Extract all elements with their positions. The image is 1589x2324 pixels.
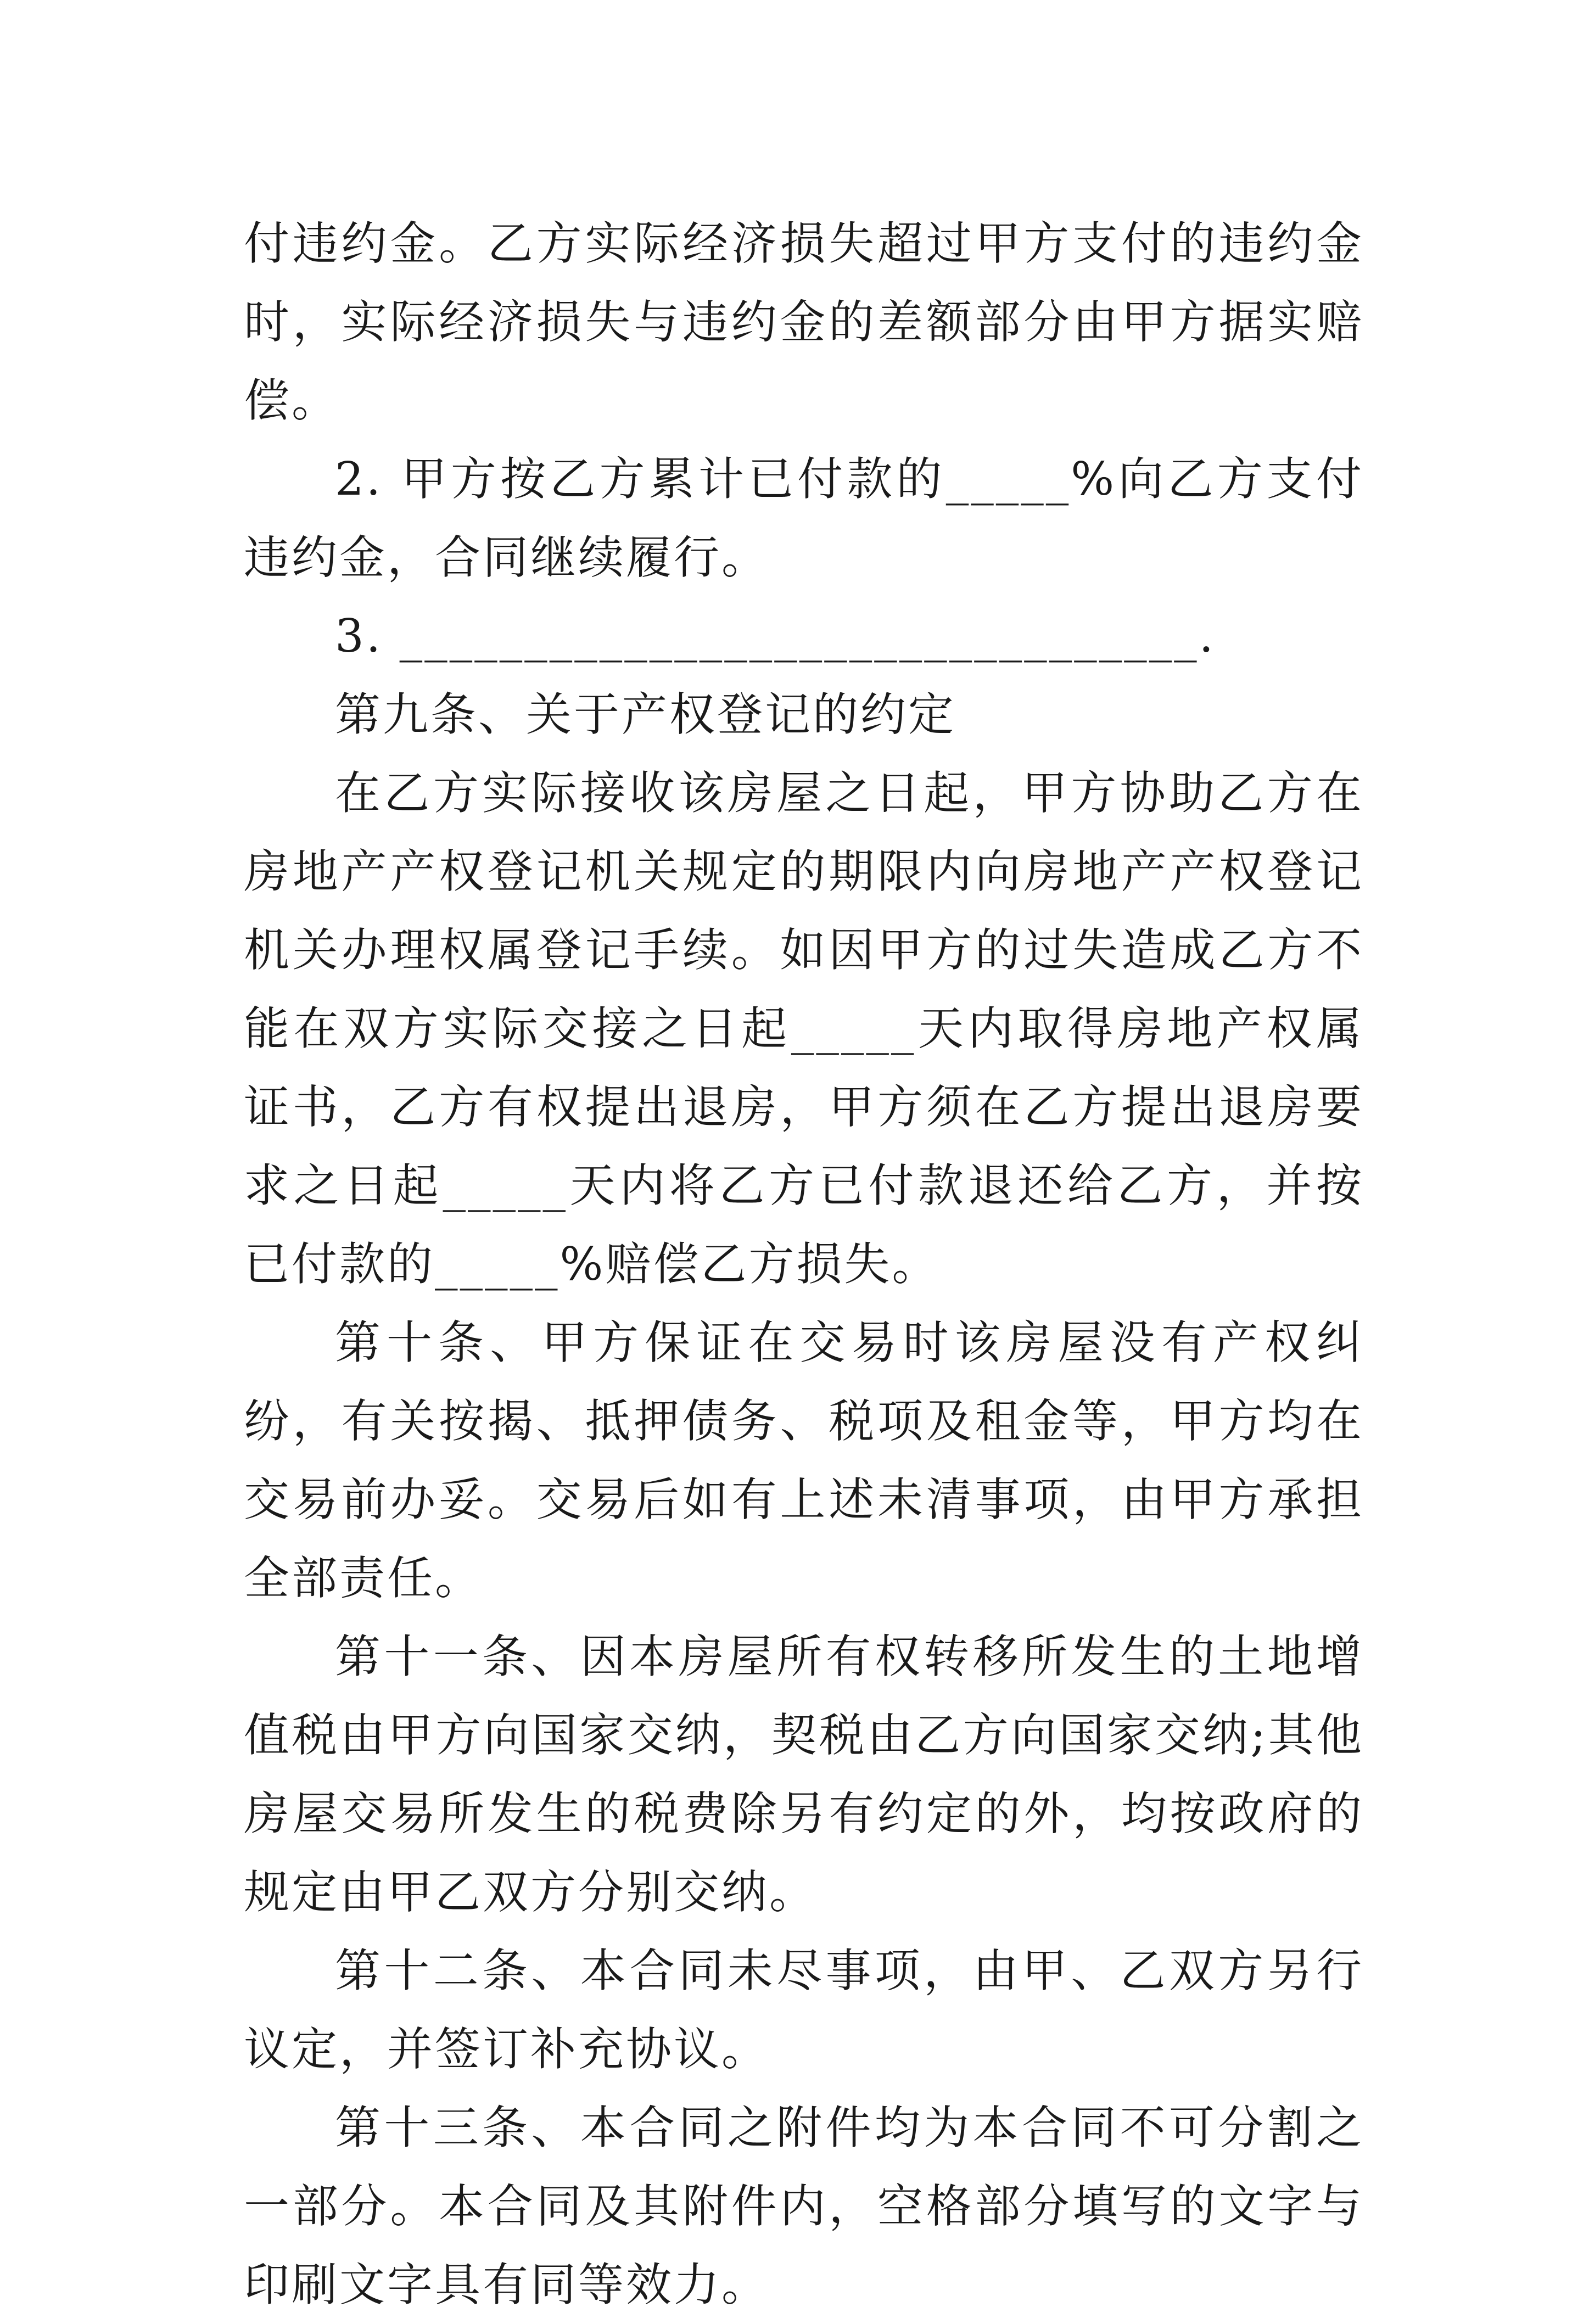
article-9-heading: 第九条、关于产权登记的约定 <box>335 688 956 741</box>
article-13: 第十三条、本合同之附件均为本合同不可分割之一部分。本合同及其附件内，空格部分填写的文字与印刷文字具有同等效力。 <box>244 2101 1364 2311</box>
paragraph-item-3: 3. ________________________________. <box>335 609 1216 663</box>
article-12: 第十二条、本合同未尽事项，由甲、乙双方另行议定，并签订补充协议。 <box>244 1944 1364 2076</box>
paragraph-continuation: 付违约金。乙方实际经济损失超过甲方支付的违约金时，实际经济损失与违约金的差额部分由甲方据实赔偿。 <box>244 217 1364 427</box>
document-body <box>244 204 1364 2324</box>
article-11: 第十一条、因本房屋所有权转移所发生的土地增值税由甲方向国家交纳，契税由乙方向国家交纳;其他房屋交易所发生的税费除另有约定的外，均按政府的规定由甲乙双方分别交纳。 <box>244 1630 1364 1919</box>
article-10: 第十条、甲方保证在交易时该房屋没有产权纠纷，有关按揭、抵押债务、税项及租金等，甲方均在交易前办妥。交易后如有上述未清事项，由甲方承担全部责任。 <box>244 1316 1364 1605</box>
article-9-body: 在乙方实际接收该房屋之日起，甲方协助乙方在房地产产权登记机关规定的期限内向房地产产权登记机关办理权属登记手续。如因甲方的过失造成乙方不能在双方实际交接之日起_____天内取得房地产权属证书，乙方有权提出退房，甲方须在乙方提出退房要求之日起_____天内将乙方已付款退还给乙方，并按已付款的_____%赔偿乙方损失。 <box>244 766 1364 1291</box>
paragraph-item-2: 2. 甲方按乙方累计已付款的_____%向乙方支付违约金，合同继续履行。 <box>244 452 1364 584</box>
